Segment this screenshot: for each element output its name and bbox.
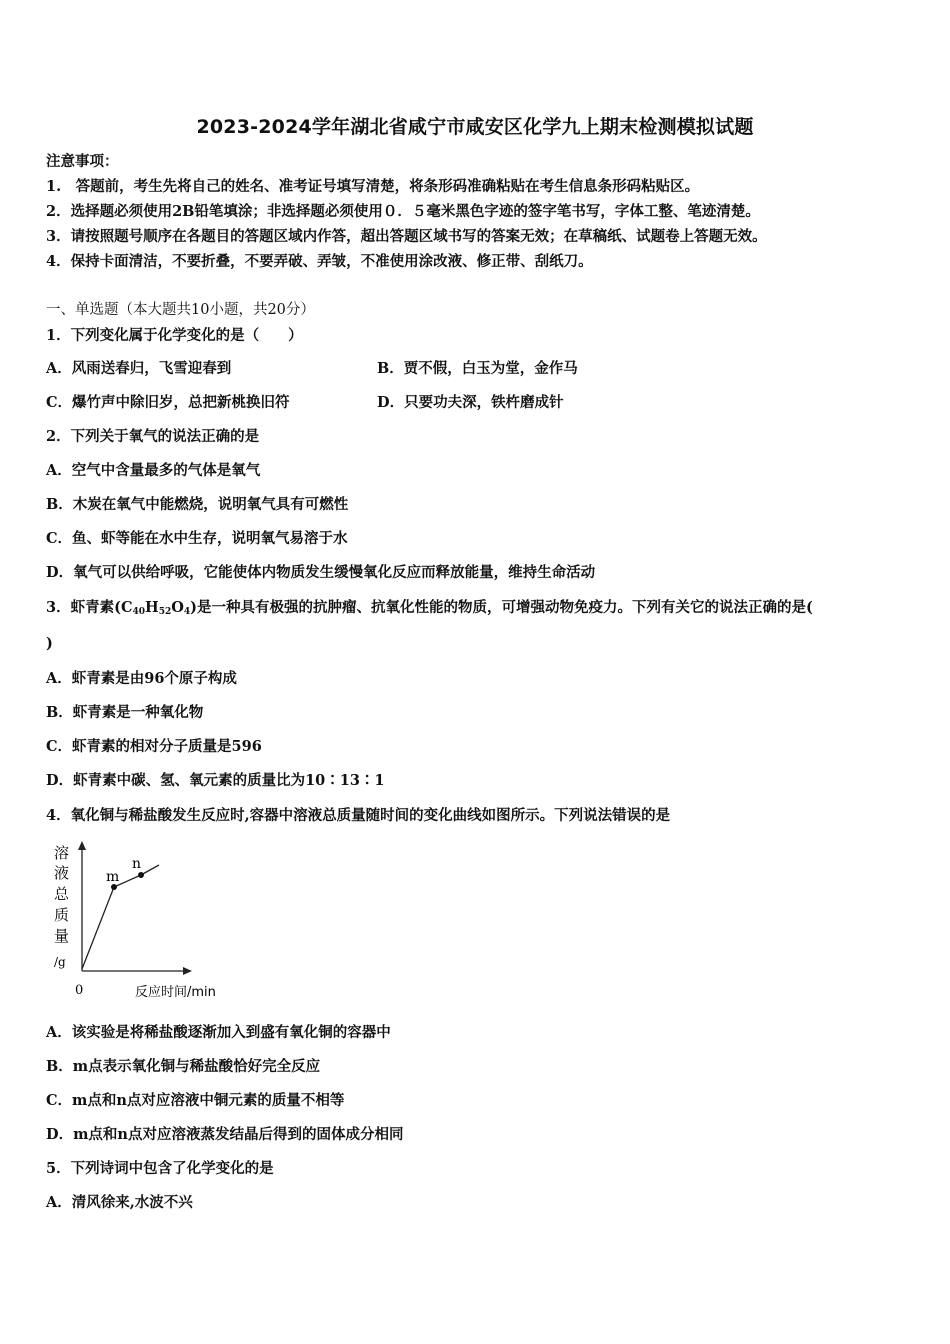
question-1-option-b: B．贾不假，白玉为堂，金作马 [377,360,578,377]
question-5-option-a: A．清风徐来,水波不兴 [46,1194,193,1211]
notice-item: 3．请按照题号顺序在各题目的答题区域内作答，超出答题区域书写的答案无效；在草稿纸、试题卷上答题无效。 [46,228,767,245]
stem-text: )是一种具有极强的抗肿瘤、抗氧化性能的物质，可增强动物免疫力。下列有关它的说法正确的是( [190,599,813,616]
y-axis-label-char: 质 [54,906,70,924]
section-heading: 一、单选题（本大题共10小题，共20分） [46,302,315,318]
y-axis-unit: /g [54,955,66,969]
question-3-stem-end: ) [46,635,53,652]
subscript: 52 [158,607,172,617]
y-axis-label-char: 液 [54,864,70,882]
y-axis-label-char: 总 [54,885,70,903]
question-2-option-c: C．鱼、虾等能在水中生存，说明氧气易溶于水 [46,530,348,547]
question-4-option-a: A．该实验是将稀盐酸逐渐加入到盛有氧化铜的容器中 [46,1024,391,1041]
point-m-label: m [106,869,120,885]
x-axis-label: 反应时间/min [135,985,216,1000]
y-axis-arrow [78,841,86,850]
question-4-option-d: D．m点和n点对应溶液蒸发结晶后得到的固体成分相同 [46,1126,404,1143]
mass-time-graph [48,840,248,1002]
element-symbol: H [145,599,159,616]
page-title: 2023-2024学年湖北省咸宁市咸安区化学九上期末检测模拟试题 [196,116,754,138]
question-3-option-a: A．虾青素是由96个原子构成 [46,670,237,687]
y-axis-label-char: 溶 [54,844,70,862]
question-5-stem: 5．下列诗词中包含了化学变化的是 [46,1160,274,1177]
question-1-stem: 1．下列变化属于化学变化的是（ ） [46,327,303,344]
question-4-stem: 4．氧化铜与稀盐酸发生反应时,容器中溶液总质量随时间的变化曲线如图所示。下列说法错误的是 [46,807,671,824]
question-3-option-c: C．虾青素的相对分子质量是596 [46,738,262,755]
point-n-marker [138,872,144,878]
mass-curve [82,865,159,969]
question-1-option-d: D．只要功夫深，铁杵磨成针 [377,394,564,411]
question-3-stem [46,598,813,622]
question-2-stem: 2．下列关于氧气的说法正确的是 [46,428,260,445]
element-symbol: O [171,599,184,616]
question-1-option-c: C．爆竹声中除旧岁，总把新桃换旧符 [46,394,290,411]
notice-heading: 注意事项： [46,153,119,170]
question-3-option-b: B．虾青素是一种氧化物 [46,704,204,721]
subscript: 40 [132,607,146,617]
question-4-option-c: C．m点和n点对应溶液中铜元素的质量不相等 [46,1092,345,1109]
subscript: 4 [183,607,191,617]
notice-item: 1. 答题前，考生先将自己的姓名、准考证号填写清楚，将条形码准确粘贴在考生信息条形码粘贴区。 [46,178,700,195]
question-3-option-d: D．虾青素中碳、氢、氧元素的质量比为10∶13∶1 [46,772,385,789]
question-1-option-a: A．风雨送春归，飞雪迎春到 [46,360,232,377]
point-n-label: n [132,856,142,872]
question-2-option-b: B．木炭在氧气中能燃烧，说明氧气具有可燃性 [46,496,349,513]
notice-item: 4．保持卡面清洁，不要折叠，不要弄破、弄皱，不准使用涂改液、修正带、刮纸刀。 [46,253,593,270]
stem-text: 3．虾青素(C [46,599,133,616]
question-2-option-a: A．空气中含量最多的气体是氧气 [46,462,261,479]
origin-label: 0 [75,983,84,998]
question-4-option-b: B．m点表示氧化铜与稀盐酸恰好完全反应 [46,1058,321,1075]
notice-item: 2．选择题必须使用2B铅笔填涂；非选择题必须使用０．５毫米黑色字迹的签字笔书写，字体工整、笔迹清楚。 [46,203,760,220]
y-axis-label-char: 量 [54,927,70,945]
question-2-option-d: D．氧气可以供给呼吸，它能使体内物质发生缓慢氧化反应而释放能量，维持生命活动 [46,564,596,581]
x-axis-arrow [183,967,192,975]
